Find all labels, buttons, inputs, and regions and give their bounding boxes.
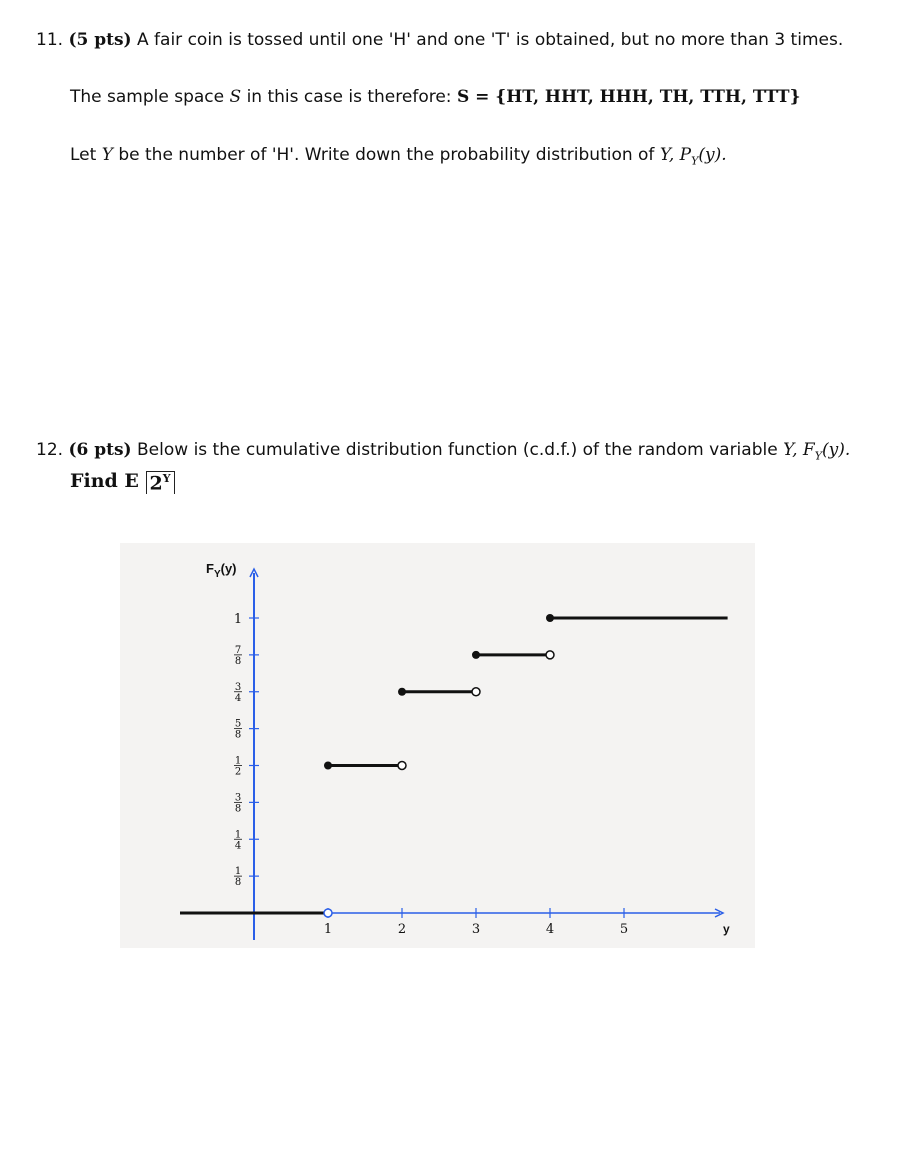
question-12-statement (36, 440, 850, 462)
x-tick-label: 2 (397, 922, 407, 937)
y-var-2: Y, (659, 145, 675, 165)
pmf-notation: $P_Y(y)$. (679, 145, 727, 168)
x-tick-label: 3 (471, 922, 481, 937)
y-tick-label-denominator: 8 (234, 877, 242, 889)
y-tick-label-numerator: 3 (234, 792, 242, 804)
q12-number: 12. (36, 440, 64, 460)
y-tick-label-numerator: 1 (234, 829, 242, 841)
y-tick-label-denominator: 8 (234, 803, 242, 815)
cdf-notation: $F_Y(y)$. (802, 440, 851, 463)
y-tick-label-denominator: 2 (234, 766, 242, 778)
y-tick-label-denominator: 8 (234, 655, 242, 667)
sample-space-mid: in this case is therefore: (246, 87, 452, 107)
sample-space-prefix: The sample space (70, 87, 225, 107)
y-tick-label-denominator: 4 (234, 840, 242, 852)
y-tick-label-numerator: 1 (234, 866, 242, 878)
x-tick-label: 4 (545, 922, 555, 937)
x-tick-label: 5 (619, 922, 629, 937)
y-tick-label-numerator: 7 (234, 644, 242, 656)
q11-number: 11. (36, 30, 64, 50)
cdf-chart (120, 543, 755, 948)
sample-space-var: S (229, 87, 242, 107)
open-endpoint (398, 762, 406, 770)
x-tick-label: 1 (323, 922, 333, 937)
y-tick-label-denominator: 4 (234, 692, 242, 704)
y-axis-label: $F_Y(y)$ (206, 561, 237, 580)
open-endpoint (324, 909, 332, 917)
y-tick-label-denominator: 8 (234, 729, 242, 741)
y-tick-label-numerator: 3 (234, 681, 242, 693)
x-axis-label: y (723, 922, 730, 936)
q11-distribution-prompt (70, 145, 727, 167)
q12-points: (6 pts) (68, 440, 132, 460)
q11-text: A fair coin is tossed until one 'H' and one 'T' is obtained, but no more than 3 times. (137, 30, 844, 50)
open-endpoint (472, 688, 480, 696)
closed-endpoint (398, 688, 406, 696)
q12-var: Y, (783, 440, 798, 460)
y-tick-label-numerator: 5 (234, 718, 242, 730)
y-var: Y (101, 145, 113, 165)
cdf-chart-svg (120, 543, 755, 948)
q12-find-expectation (70, 470, 175, 494)
find-label: Find E (70, 470, 139, 492)
open-endpoint (546, 651, 554, 659)
closed-endpoint (546, 614, 554, 622)
closed-endpoint (472, 651, 480, 659)
closed-endpoint (324, 762, 332, 770)
q12-text: Below is the cumulative distribution function (c.d.f.) of the random variable (137, 440, 778, 460)
sample-space-set: S = {HT, HHT, HHH, TH, TTH, TTT} (456, 87, 801, 107)
question-11-statement (36, 30, 843, 50)
y-text-2: be the number of 'H'. Write down the probability distribution of (118, 145, 655, 165)
expectation-bracket: $2^Y$ (146, 471, 175, 494)
y-text-1: Let (70, 145, 97, 165)
y-tick-label-numerator: 1 (234, 755, 242, 767)
q11-points: (5 pts) (68, 30, 132, 50)
q11-sample-space (70, 87, 801, 107)
y-tick-label: 1 (233, 612, 243, 627)
